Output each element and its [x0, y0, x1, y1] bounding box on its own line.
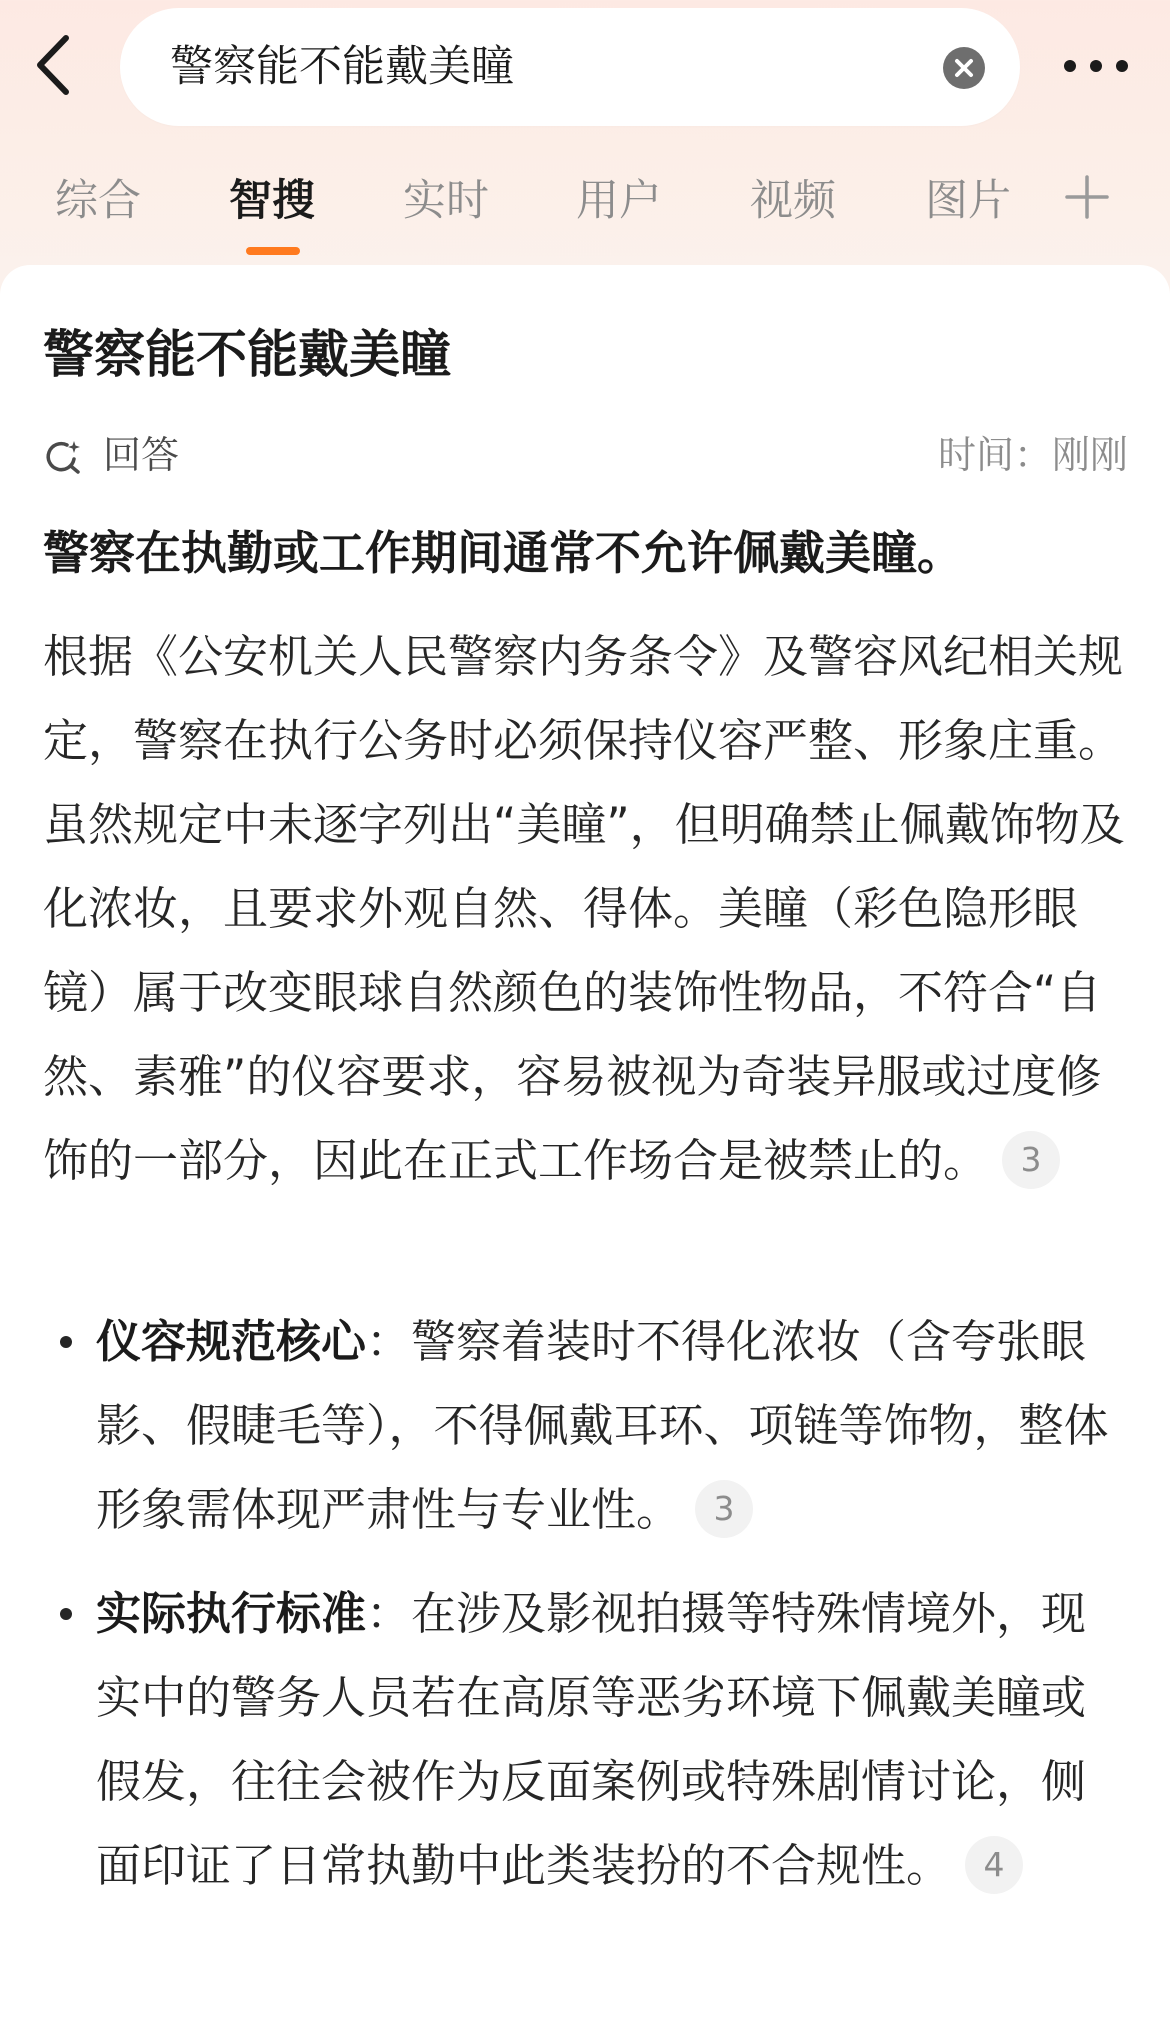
bullet-list — [43, 1300, 1128, 1928]
tab-smart-search[interactable]: 智搜 — [229, 176, 315, 226]
search-input[interactable]: 警察能不能戴美瞳 — [170, 42, 514, 92]
active-tab-indicator — [246, 247, 300, 255]
answer-paragraph — [43, 615, 1128, 1203]
bullet-separator: ： — [366, 1315, 412, 1368]
answer-label: 回答 — [103, 433, 180, 477]
paragraph-text: 根据《公安机关人民警察内务条令》及警容风纪相关规定，警察在执行公务时必须保持仪容严整、形象庄重。虽然规定中未逐字列出“美瞳”，但明确禁止佩戴饰物及化浓妆，且要求外观自然、得体。美瞳（彩色隐形眼镜）属于改变眼球自然颜色的装饰性物品，不符合“自然、素雅”的仪容要求，容易被视为奇装异服或过度修饰的一部分，因此在正式工作场合是被禁止的。 — [43, 630, 1125, 1187]
answer-lead: 警察在执勤或工作期间通常不允许佩戴美瞳。 — [43, 526, 963, 580]
top-bar — [0, 0, 1170, 140]
tab-images[interactable]: 图片 — [925, 176, 1011, 226]
bullet-text: 警察着装时不得化浓妆（含夸张眼影、假睫毛等），不得佩戴耳环、项链等饰物，整体形象需体现严肃性与专业性。 — [96, 1315, 1109, 1536]
bullet-text: 在涉及影视拍摄等特殊情境外，现实中的警务人员若在高原等恶劣环境下佩戴美瞳或假发，往往会被作为反面案例或特殊剧情讨论，侧面印证了日常执勤中此类装扮的不合规性。 — [96, 1587, 1087, 1892]
refresh-spark-icon — [43, 437, 81, 475]
bullet-dot — [60, 1608, 72, 1620]
back-chevron-icon[interactable] — [28, 28, 78, 102]
timestamp: 时间：刚刚 — [937, 433, 1128, 477]
bullet-separator: ： — [366, 1587, 412, 1640]
tab-bar — [0, 165, 1170, 260]
clear-icon[interactable] — [943, 47, 985, 89]
tab-users[interactable]: 用户 — [576, 176, 662, 226]
citation-badge[interactable]: 4 — [965, 1836, 1023, 1894]
bullet-dot — [60, 1336, 72, 1348]
list-item — [43, 1572, 1128, 1908]
answer-title: 警察能不能戴美瞳 — [43, 326, 452, 385]
plus-icon[interactable] — [1065, 175, 1109, 219]
tab-all[interactable]: 综合 — [55, 176, 141, 226]
tab-realtime[interactable]: 实时 — [403, 176, 489, 226]
more-dots-icon[interactable] — [1060, 48, 1132, 84]
tab-video[interactable]: 视频 — [750, 176, 836, 226]
citation-badge[interactable]: 3 — [695, 1480, 753, 1538]
bullet-heading: 实际执行标准 — [96, 1587, 367, 1640]
list-item — [43, 1300, 1128, 1552]
citation-badge[interactable]: 3 — [1002, 1131, 1060, 1189]
bullet-heading: 仪容规范核心 — [96, 1315, 367, 1368]
search-box[interactable] — [120, 8, 1020, 126]
answer-meta-row — [43, 425, 1128, 485]
